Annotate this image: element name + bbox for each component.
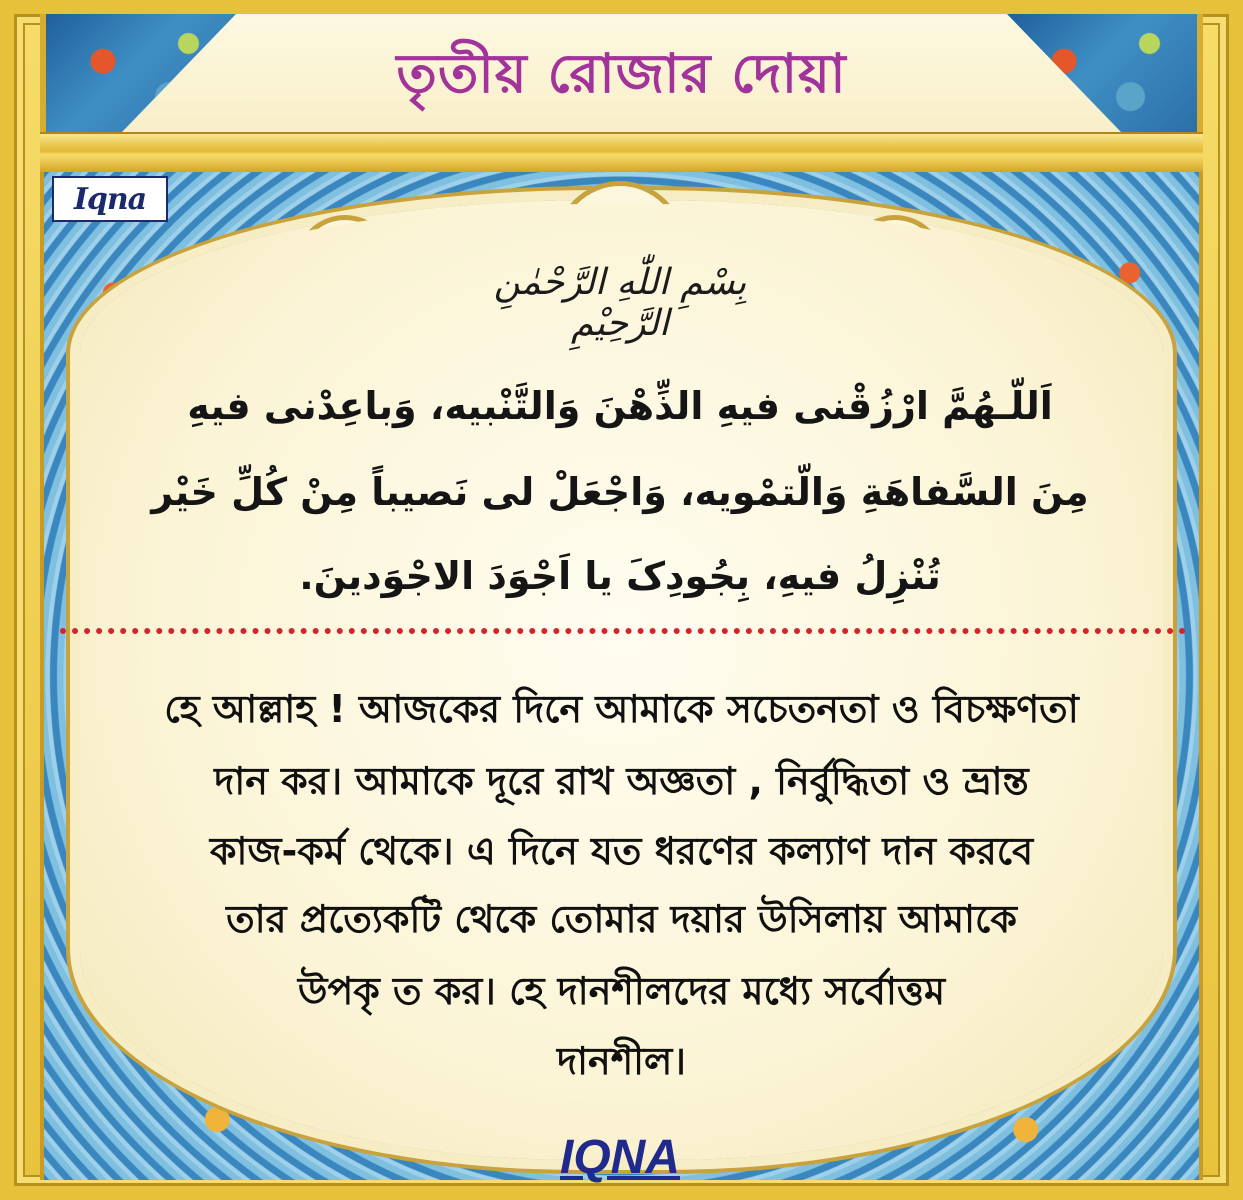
bangla-line-3: কাজ-কর্ম থেকে। এ দিনে যত ধরণের কল্যাণ দান করবে [209, 829, 1034, 873]
logo-text: Iqna [73, 181, 147, 217]
bangla-line-4: তার প্রত্যেকটি থেকে তোমার দয়ার উসিলায় আমাকে [226, 897, 1017, 941]
dotted-separator [60, 628, 1186, 634]
basmala-calligraphy: بِسْمِ اللّٰهِ الرَّحْمٰنِ الرَّحِيْمِ [493, 262, 747, 344]
iqna-footer-label: IQNA [560, 1131, 680, 1184]
gold-divider-bar [40, 132, 1203, 174]
arabic-line-2: مِنَ السَّفاهَةِ وَالّتمْويه، وَاجْعَلْ لى نَصيباً مِنْ كُلِّ خَيْر [151, 470, 1089, 514]
iqna-logo [52, 176, 168, 222]
arabic-line-1: اَللّـهُمَّ ارْزُقْنى فيهِ الذِّهْنَ وَالتَّنْبيه، وَباعِدْنى فيهِ [187, 384, 1053, 428]
arabic-line-3: تُنْزِلُ فيهِ، بِجُودِکَ يا اَجْوَدَ الاجْوَدينَ. [299, 554, 941, 598]
page-title: তৃতীয় রোজার দোয়া [396, 42, 847, 105]
title-panel [40, 14, 1203, 132]
bangla-line-2: দান কর। আমাকে দূরে রাখ অজ্ঞতা , নির্বুদ্ধিতা ও ভ্রান্ত [214, 759, 1029, 803]
bangla-line-1: হে আল্লাহ ! আজকের দিনে আমাকে সচেতনতা ও বিচক্ষণতা [164, 687, 1079, 731]
bangla-line-6: দানশীল। [557, 1039, 686, 1083]
bangla-line-5: উপকৃ ত কর। হে দানশীলদের মধ্যে সর্বোত্তম [297, 969, 946, 1013]
